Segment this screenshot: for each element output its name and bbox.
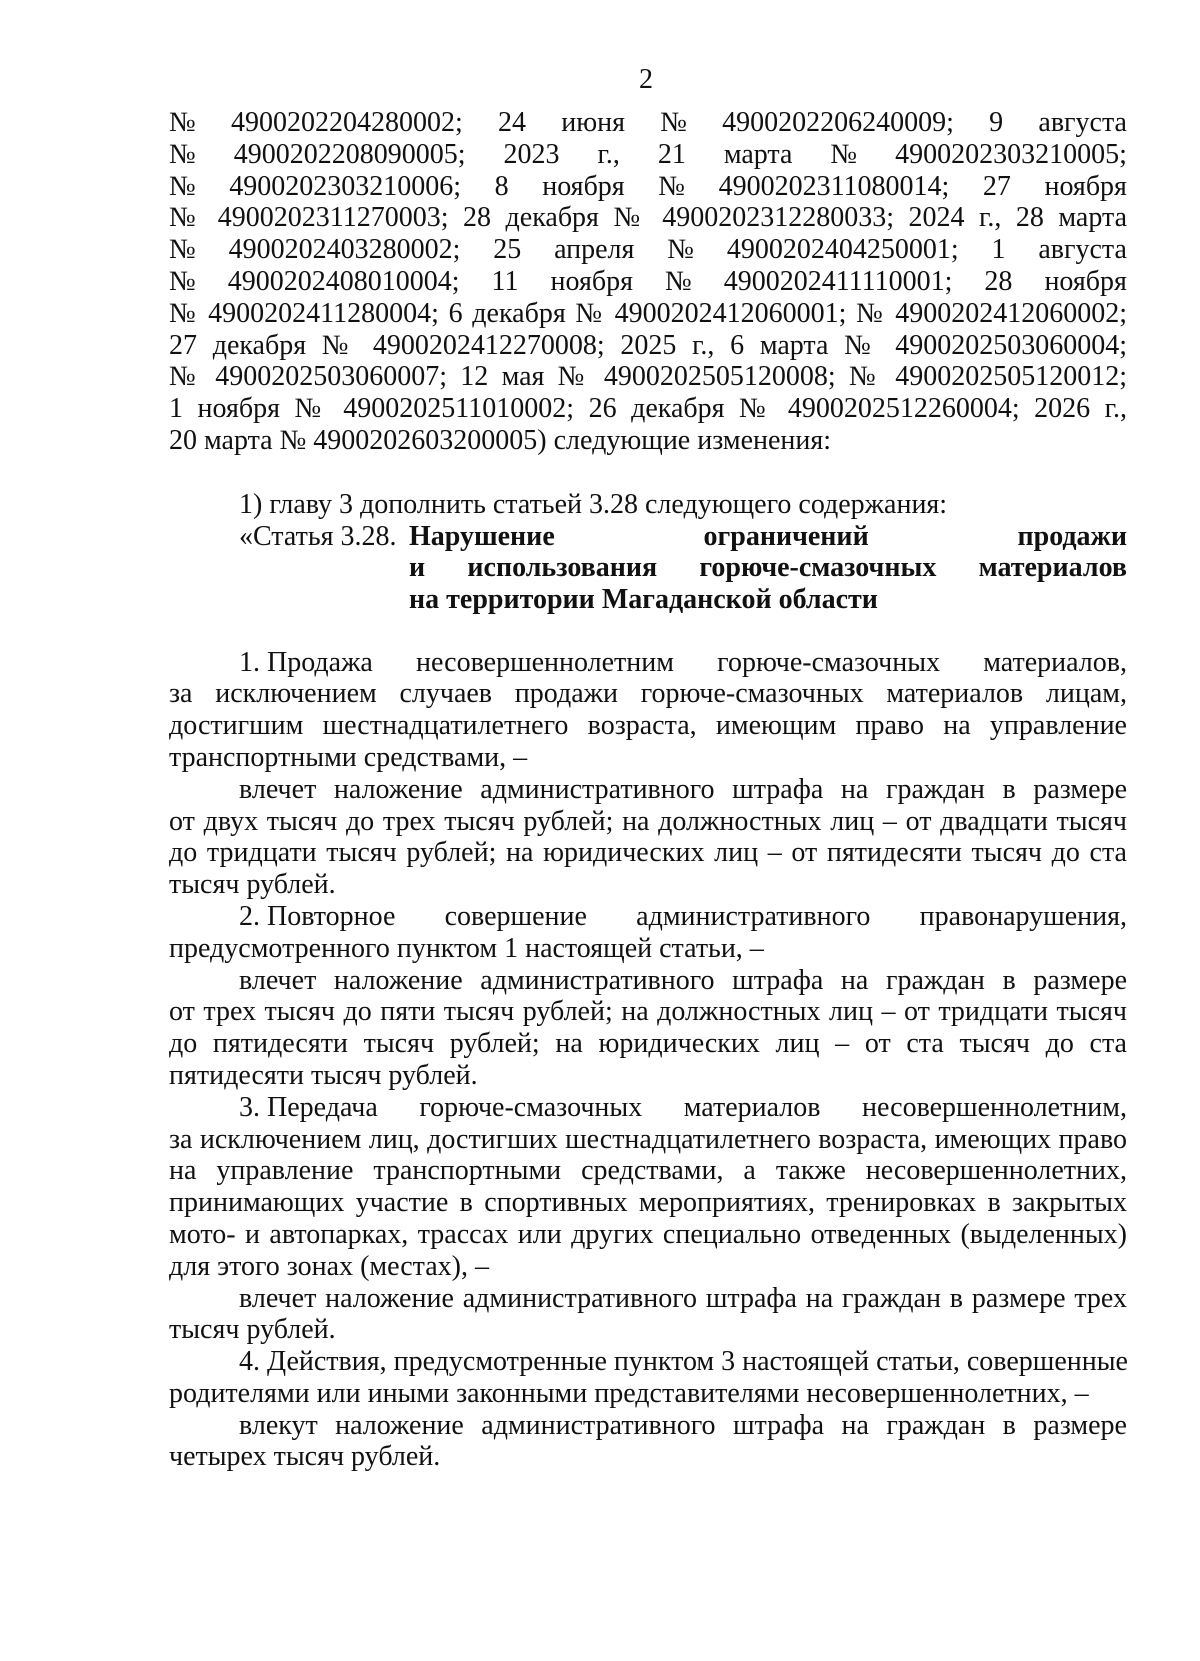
word: ноября (542, 170, 625, 202)
word: совершение (444, 900, 587, 932)
word: 3. Передача (239, 1091, 378, 1123)
word: № (169, 138, 196, 170)
word: горюче-смазочных (419, 1091, 643, 1123)
paragraph-line: достигшим шестнадцатилетнего возраста, имеющим право на управление (169, 710, 1127, 742)
word: 25 (493, 234, 522, 266)
word: 4900202411110001; (723, 265, 953, 297)
article-paragraph (169, 965, 1127, 1092)
paragraph-line (169, 901, 1127, 933)
article-paragraph (169, 1092, 1127, 1283)
word: горюче-смазочных (717, 646, 941, 678)
reference-line (169, 171, 1127, 203)
word: 4900202303210005; (895, 138, 1127, 170)
word: № (660, 107, 687, 138)
article-paragraph (169, 774, 1127, 901)
word: использования (467, 552, 658, 584)
paragraph-line: до тридцати тысяч рублей; на юридических лиц – от пятидесяти тысяч до ста (169, 837, 1127, 869)
paragraph-line: от двух тысяч до трех тысяч рублей; на должностных лиц – от двадцати тысяч (169, 805, 1127, 837)
word: 2023 (503, 138, 560, 170)
paragraph-line: на управление транспортными средствами, а также несовершеннолетних, (169, 1155, 1127, 1187)
amended-law-references (169, 107, 1127, 457)
paragraph-line: транспортными средствами, – (169, 741, 528, 773)
article-title-line: на территории Магаданской области (409, 584, 878, 616)
article-title-line (409, 552, 1127, 584)
word: г., (597, 138, 620, 170)
paragraph-line: до пятидесяти тысяч рублей; на юридических лиц – от ста тысяч до ста (169, 1028, 1127, 1060)
word: № (169, 265, 196, 297)
word: № (169, 234, 196, 266)
paragraph-line: четырех тысяч рублей. (169, 1441, 441, 1473)
paragraph-line: пятидесяти тысяч рублей. (169, 1059, 478, 1091)
word: 28 (984, 265, 1013, 297)
article-number: «Статья 3.28. (239, 520, 397, 552)
word: правонарушения, (919, 900, 1127, 932)
word: 27 (982, 170, 1011, 202)
word: № (667, 234, 694, 266)
word: августа (1038, 107, 1127, 138)
word: продажи (1017, 520, 1127, 552)
word: материалов (978, 552, 1127, 584)
article-paragraph (169, 901, 1127, 965)
heading-spacer (169, 617, 1127, 647)
word: 4900202208090005; (233, 138, 466, 170)
reference-line: № 4900202411280004; 6 декабря № 4900202412060001; № 4900202412060002; (169, 297, 1127, 329)
word: 24 (497, 107, 526, 138)
reference-line: 20 марта № 4900202603200005) следующие изменения: (169, 424, 832, 456)
paragraph-line: влечет наложение административного штрафа на граждан в размере (239, 964, 1127, 996)
reference-line: № 4900202311270003; 28 декабря № 4900202312280033; 2024 г., 28 марта (169, 202, 1127, 234)
word: ограничений (703, 520, 869, 552)
paragraph-line: от трех тысяч до пяти тысяч рублей; на должностных лиц – от тридцати тысяч (169, 996, 1127, 1028)
paragraph-line: родителями или иными законными представителями несовершеннолетних, – (169, 1377, 1089, 1409)
paragraph-line: предусмотренного пунктом 1 настоящей статьи, – (169, 932, 764, 964)
reference-line (169, 107, 1127, 139)
word: ноября (1044, 170, 1127, 202)
word: 1 (991, 234, 1006, 266)
paragraph-line: 4. Действия, предусмотренные пунктом 3 настоящей статьи, совершенные (239, 1346, 1128, 1378)
word: № (830, 138, 858, 170)
word: и (409, 552, 426, 584)
word: 4900202303210006; (229, 170, 462, 202)
reference-line (169, 139, 1127, 171)
word: августа (1038, 234, 1127, 266)
word: июня (561, 107, 625, 138)
word: 4900202404250001; (726, 234, 959, 266)
word: горюче-смазочных (699, 552, 937, 584)
article-paragraphs (169, 647, 1127, 1474)
paragraph-line: влекут наложение административного штрафа на граждан в размере (239, 1409, 1127, 1441)
word: 4900202403280002; (228, 234, 461, 266)
word: 8 (494, 170, 509, 202)
word: материалов (683, 1091, 821, 1123)
paragraph-line (169, 1092, 1127, 1124)
word: материалов, (983, 646, 1127, 678)
word: Нарушение (409, 520, 555, 552)
amendment-intro: 1) главу 3 дополнить статьей 3.28 следующего содержания: (239, 488, 948, 520)
article-paragraph (169, 1346, 1127, 1410)
article-paragraph (169, 1410, 1127, 1474)
word: 2. Повторное (239, 900, 396, 932)
document-body (169, 107, 1127, 1473)
reference-line: 1 ноября № 4900202511010002; 26 декабря № 4900202512260004; 2026 г., (169, 393, 1127, 425)
word: № (658, 170, 685, 202)
paragraph-line: тысяч рублей. (169, 1314, 336, 1346)
word: 21 (657, 138, 686, 170)
page-number: 2 (639, 64, 653, 95)
word: 4900202311080014; (718, 170, 950, 202)
word: № (169, 170, 196, 202)
word: марта (723, 138, 793, 170)
paragraph-line: за исключением случаев продажи горюче-смазочных материалов лицам, (169, 678, 1127, 710)
article-paragraph (169, 1283, 1127, 1347)
word: 4900202204280002; (230, 107, 463, 138)
article-title (409, 521, 1127, 616)
reference-line: 27 декабря № 4900202412270008; 2025 г., 6 марта № 4900202503060004; (169, 329, 1127, 361)
article-title-line (409, 521, 1127, 553)
word: ноября (550, 265, 633, 297)
paragraph-line: за исключением лиц, достигших шестнадцатилетнего возраста, имеющих право (169, 1123, 1127, 1155)
paragraph-line: мото- и автопарках, трассах или других специально отведенных (выделенных) (169, 1218, 1127, 1250)
word: апреля (554, 234, 635, 266)
reference-line: № 4900202503060007; 12 мая № 4900202505120008; № 4900202505120012; (169, 361, 1127, 393)
word: 11 (491, 265, 519, 297)
word: ноября (1044, 265, 1127, 297)
article-paragraph (169, 647, 1127, 774)
word: № (665, 265, 692, 297)
word: 9 (989, 107, 1004, 138)
paragraph-line: влечет наложение административного штрафа на граждан в размере (239, 773, 1127, 805)
word: 4900202206240009; (722, 107, 954, 138)
paragraph-line: тысяч рублей. (169, 869, 336, 901)
word: 1. Продажа (239, 646, 373, 678)
article-heading (169, 521, 1127, 617)
reference-line (169, 234, 1127, 266)
reference-line (169, 266, 1127, 298)
word: несовершеннолетним (416, 646, 674, 678)
paragraph-line (169, 647, 1127, 679)
word: несовершеннолетним, (862, 1091, 1127, 1123)
word: № (169, 107, 196, 138)
word: административного (636, 900, 871, 932)
word: 4900202408010004; (227, 265, 460, 297)
paragraph-line: влечет наложение административного штрафа на граждан в размере трех (239, 1282, 1127, 1314)
paragraph-line: для этого зонах (местах), – (169, 1250, 490, 1282)
paragraph-line: принимающих участие в спортивных мероприятиях, тренировках в закрытых (169, 1187, 1127, 1219)
